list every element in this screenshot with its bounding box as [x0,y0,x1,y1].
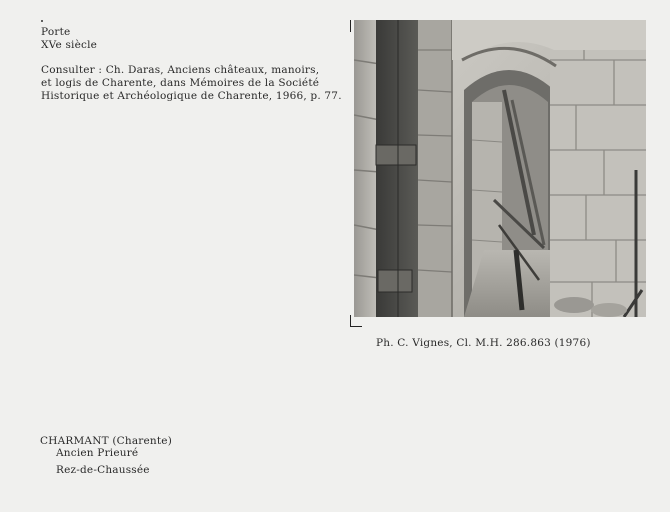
subject-title: Porte [41,26,71,38]
building-label: Ancien Prieuré [56,447,139,459]
century-label: XVe siècle [41,39,98,51]
bullet-dot [41,20,43,22]
reference-line-1: Consulter : Ch. Daras, Anciens châteaux, manoirs, [41,64,320,76]
reference-line-3: Historique et Archéologique de Charente, 1966, p. 77. [41,90,342,102]
crop-mark-bottom-left-h [350,326,362,327]
archival-photograph [354,20,646,317]
photograph-of-doorway [354,20,646,317]
level-label: Rez-de-Chaussée [56,464,150,476]
crop-mark-top-left-v [350,20,351,32]
commune-label: CHARMANT (Charente) [40,435,173,447]
reference-line-2: et logis de Charente, dans Mémoires de la Société [41,77,320,89]
photo-credit: Ph. C. Vignes, Cl. M.H. 286.863 (1976) [376,337,591,349]
